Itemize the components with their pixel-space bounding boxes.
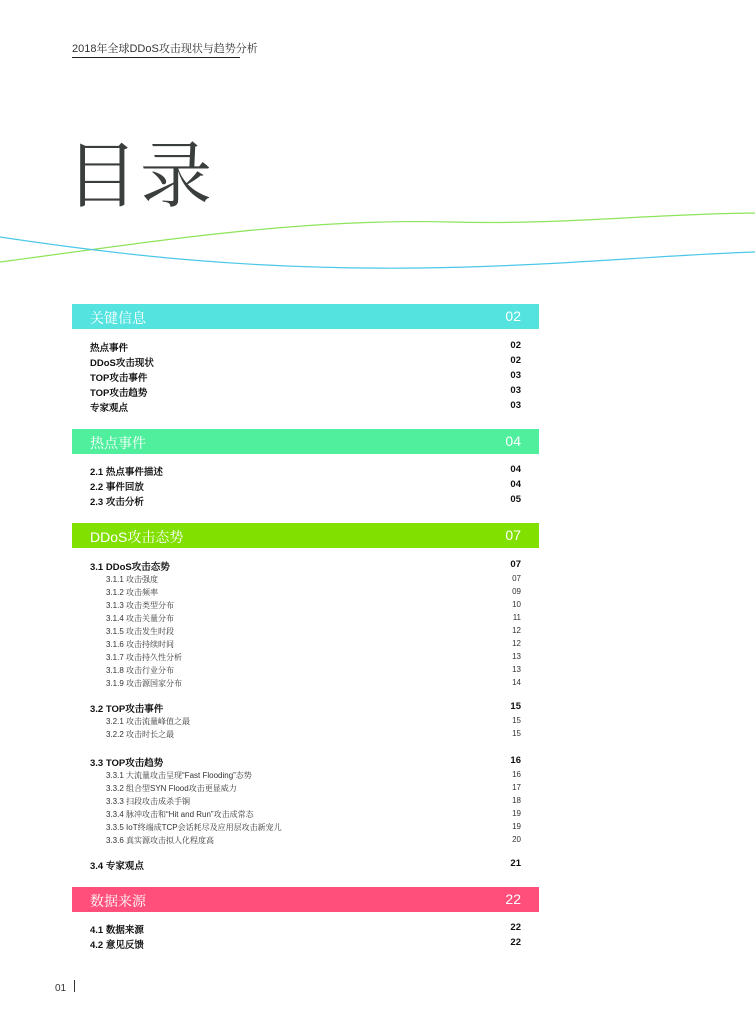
toc-entry[interactable]: [90, 922, 521, 935]
toc-subentry-page: 12: [512, 626, 521, 635]
section-title: 关键信息: [90, 310, 146, 326]
toc-subentry[interactable]: [106, 678, 521, 690]
toc-entry-page: 03: [510, 385, 521, 396]
toc-subentry-label: 3.2.2 攻击时长之最: [106, 730, 175, 739]
toc-entry[interactable]: [90, 494, 521, 507]
toc-subentry[interactable]: [106, 587, 521, 599]
toc-entry-page: 02: [510, 340, 521, 351]
toc-entry-label: DDoS攻击现状: [90, 358, 154, 369]
section-header-data-source[interactable]: [72, 887, 539, 912]
toc-subentry-label: 3.1.7 攻击持久性分析: [106, 653, 183, 662]
toc-entry-page: 03: [510, 370, 521, 381]
section-page: 07: [505, 527, 521, 543]
toc-subentry-page: 10: [512, 600, 521, 609]
section-header-hot-events[interactable]: [72, 429, 539, 454]
section-page: 22: [505, 891, 521, 907]
toc-entry-page: 16: [510, 755, 521, 766]
toc-subentry-page: 15: [512, 729, 521, 738]
toc-subentry-page: 12: [512, 639, 521, 648]
toc-entry-label: 4.1 数据来源: [90, 925, 144, 936]
toc-entry[interactable]: [90, 479, 521, 492]
decorative-waves: [0, 200, 755, 280]
toc-subentry[interactable]: [106, 652, 521, 664]
document-header-title: 2018年全球DDoS攻击现状与趋势分析: [72, 43, 258, 55]
toc-entry-page: 21: [510, 858, 521, 869]
toc-entry[interactable]: [90, 385, 521, 398]
toc-subentry-page: 13: [512, 665, 521, 674]
toc-subentry-label: 3.3.6 真实源攻击拟人化程度高: [106, 836, 215, 845]
toc-subentry[interactable]: [106, 796, 521, 808]
toc-entry[interactable]: [90, 355, 521, 368]
toc-entry[interactable]: [90, 370, 521, 383]
toc-subentry-label: 3.3.1 大流量攻击呈现“Fast Flooding”态势: [106, 771, 252, 780]
toc-subentry-label: 3.1.5 攻击发生时段: [106, 627, 175, 636]
toc-subentry-page: 15: [512, 716, 521, 725]
section-header-ddos-trend[interactable]: [72, 523, 539, 548]
toc-entry-page: 02: [510, 355, 521, 366]
toc-subentry[interactable]: [106, 809, 521, 821]
toc-subentry[interactable]: [106, 626, 521, 638]
toc-entry[interactable]: [90, 858, 521, 871]
section-title: 数据来源: [90, 893, 146, 909]
toc-subentry-page: 16: [512, 770, 521, 779]
page-number: 01: [55, 983, 67, 994]
toc-entry-page: 04: [510, 479, 521, 490]
toc-entry[interactable]: [90, 937, 521, 950]
toc-entry-label: 2.2 事件回放: [90, 482, 144, 493]
toc-entry-label: 3.2 TOP攻击事件: [90, 704, 164, 715]
section-title: 热点事件: [90, 435, 146, 451]
toc-entry-label: 专家观点: [90, 403, 129, 414]
toc-subentry-page: 19: [512, 809, 521, 818]
toc-entry[interactable]: [90, 755, 521, 768]
toc-subentry-label: 3.1.1 攻击强度: [106, 575, 159, 584]
toc-entry-label: TOP攻击事件: [90, 373, 148, 384]
toc-subentry-page: 17: [512, 783, 521, 792]
toc-entry-label: TOP攻击趋势: [90, 388, 148, 399]
section-page: 04: [505, 433, 521, 449]
toc-entry-label: 热点事件: [90, 343, 129, 354]
toc-subentry[interactable]: [106, 665, 521, 677]
toc-subentry[interactable]: [106, 783, 521, 795]
toc-subentry[interactable]: [106, 613, 521, 625]
toc-subentry-page: 07: [512, 574, 521, 583]
toc-entry[interactable]: [90, 400, 521, 413]
toc-subentry[interactable]: [106, 574, 521, 586]
toc-subentry-label: 3.1.6 攻击持续时间: [106, 640, 175, 649]
toc-subentry[interactable]: [106, 835, 521, 847]
toc-entry-label: 2.3 攻击分析: [90, 497, 144, 508]
toc-entry-label: 2.1 热点事件描述: [90, 467, 163, 478]
toc-entry[interactable]: [90, 464, 521, 477]
toc-subentry-label: 3.2.1 攻击流量峰值之最: [106, 717, 191, 726]
toc-entry-page: 05: [510, 494, 521, 505]
toc-subentry-page: 19: [512, 822, 521, 831]
toc-subentry-label: 3.3.4 脉冲攻击和“Hit and Run”攻击成常态: [106, 810, 254, 819]
toc-entry-label: 3.1 DDoS攻击态势: [90, 562, 170, 573]
toc-entry[interactable]: [90, 559, 521, 572]
toc-entry-page: 22: [510, 922, 521, 933]
section-header-key-info[interactable]: [72, 304, 539, 329]
toc-entry-label: 3.3 TOP攻击趋势: [90, 758, 164, 769]
toc-subentry-page: 11: [512, 613, 521, 622]
toc-entry-page: 03: [510, 400, 521, 411]
toc-entry-page: 04: [510, 464, 521, 475]
toc-entry[interactable]: [90, 340, 521, 353]
toc-subentry-label: 3.1.3 攻击类型分布: [106, 601, 175, 610]
toc-subentry-label: 3.1.8 攻击行业分布: [106, 666, 175, 675]
toc-subentry-label: 3.3.2 组合型SYN Flood攻击更显威力: [106, 784, 237, 793]
toc-subentry-label: 3.3.5 IoT终端成TCP会话耗尽及应用层攻击新宠儿: [106, 823, 282, 832]
toc-entry-page: 07: [510, 559, 521, 570]
toc-entry-label: 3.4 专家观点: [90, 861, 144, 872]
section-page: 02: [505, 308, 521, 324]
toc-entry-label: 4.2 意见反馈: [90, 940, 144, 951]
header-underline: [72, 57, 240, 58]
toc-subentry-page: 18: [512, 796, 521, 805]
toc-subentry-page: 14: [512, 678, 521, 687]
toc-entry-page: 15: [510, 701, 521, 712]
toc-subentry-label: 3.3.3 扫段攻击成杀手锏: [106, 797, 191, 806]
toc-subentry-label: 3.1.2 攻击频率: [106, 588, 159, 597]
toc-subentry-page: 20: [512, 835, 521, 844]
page-number-divider: [74, 980, 75, 992]
toc-subentry[interactable]: [106, 639, 521, 651]
toc-subentry[interactable]: [106, 729, 521, 741]
toc-subentry[interactable]: [106, 770, 521, 782]
toc-entry-page: 22: [510, 937, 521, 948]
toc-entry[interactable]: [90, 701, 521, 714]
toc-subentry[interactable]: [106, 822, 521, 834]
toc-subentry-page: 09: [512, 587, 521, 596]
page-title: 目录: [66, 134, 215, 218]
toc-subentry-page: 13: [512, 652, 521, 661]
toc-subentry[interactable]: [106, 716, 521, 728]
toc-subentry[interactable]: [106, 600, 521, 612]
toc-subentry-label: 3.1.4 攻击关量分布: [106, 614, 175, 623]
section-title: DDoS攻击态势: [90, 529, 184, 545]
toc-subentry-label: 3.1.9 攻击源国家分布: [106, 679, 183, 688]
